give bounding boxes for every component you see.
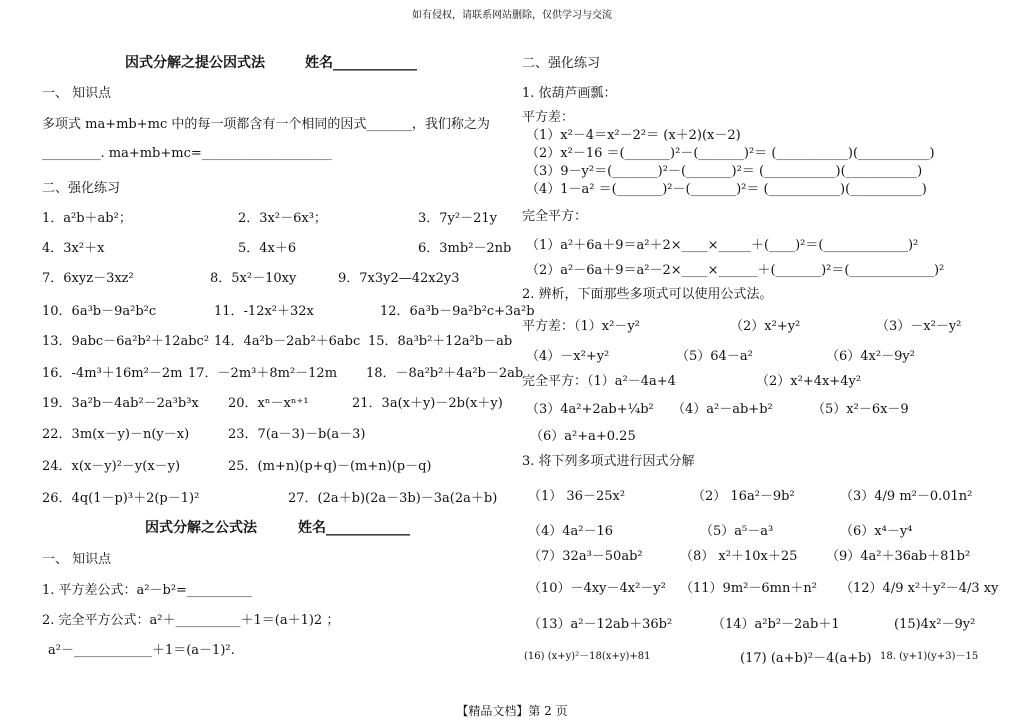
factor-item: (16) (x+y)²－18(x+y)+81 [524,651,651,662]
exercise-item: 9．7x3y2—42x2y3 [338,271,460,286]
ps-line-1: （1）a²＋6a＋9＝a²＋2×____×_____＋(____)²＝(_____________)² [526,238,919,253]
step1-heading: 1. 依葫芦画瓢： [522,86,617,101]
sq-diff-label: 平方差： [522,110,575,125]
exercise-item: 7．6xyz－3xz² [42,271,134,286]
factor-item: （2） 16a²－9b² [692,489,795,504]
exercise-item: 11．-12x²＋32x [214,304,314,319]
sq-line-2: （2）x²－16 ＝(_______)²－(_______)²＝ (___________)(___________) [526,146,935,161]
exercise-item: 17．－2m³＋8m²－12m [188,366,338,381]
exercise-item: 12．6a³b－9a²b²c+3a²b [380,304,535,319]
ps-item: （6）a²+a+0.25 [530,429,636,444]
exercise-item: 10．6a³b－9a²b²c [42,304,157,319]
exercise-item: 5．4x＋6 [238,241,297,256]
factor-item: 18. (y+1)(y+3)－15 [880,651,979,662]
knowledge-text: 多项式 ma+mb+mc 中的每一项都含有一个相同的因式_______，我们称之为 [42,117,490,132]
exercise-item: 24．x(x－y)²－y(x－y) [42,459,181,474]
exercise-item: 25．(m+n)(p+q)－(m+n)(p－q) [228,459,432,474]
top-note: 如有侵权，请联系网站删除，仅供学习与交流 [412,10,612,21]
factor-item: （9）4a²＋36ab＋81b² [826,549,971,564]
perfect-sq-label: 完全平方： [522,209,588,224]
factor-item: （13）a²－12ab＋36b² [528,617,673,632]
formula-diff-squares: 1. 平方差公式：a²－b²=__________ [42,583,252,598]
exercise-item: 27．(2a＋b)(2a－3b)－3a(2a＋b) [288,491,498,506]
formula-perfect-square-2: a²－____________＋1＝(a－1)². [48,643,235,658]
formula-perfect-square: 2. 完全平方公式：a²＋__________＋1＝(a＋1)2 ； [42,613,340,628]
exercise-item: 2．3x²－6x³； [238,211,327,226]
page-footer: 【精品文档】第 2 页 [456,704,568,718]
ps-item: （3）4a²+2ab+¼b² [526,402,654,417]
exercise-item: 14．4a²b－2ab²＋6abc [214,334,361,349]
factor-item: （3）4/9 m²－0.01n² [840,489,973,504]
exercise-item: 6．3mb²－2nb [418,241,512,256]
exercise-item: 4．3x²＋x [42,241,105,256]
exercise-item: 1．a²b＋ab²； [42,211,132,226]
factor-item: （6）x⁴－y⁴ [840,524,913,539]
section-title-formula: 因式分解之公式法 [145,520,257,536]
exercise-item: 8．5x²－10xy [210,271,297,286]
factor-item: （7）32a³－50ab² [528,549,643,564]
factor-item: （4）4a²－16 [528,524,614,539]
knowledge-blank: _________. ma+mb+mc=____________________ [42,146,332,161]
sq-line-1: （1）x²－4＝x²－2²＝ (x＋2)(x－2) [526,128,741,143]
diff-item: 平方差：（1）x²－y² [522,319,640,334]
exercise-item: 3．7y²－21y [418,211,497,226]
exercise-item: 19．3a²b－4ab²－2a³b³x [42,396,199,411]
diff-item: （2）x²+y² [730,319,801,334]
sq-line-4: （4）1－a² ＝(_______)²－(_______)²＝ (___________)(___________) [526,182,927,197]
exercise-item: 21．3a(x＋y)－2b(x＋y) [352,396,503,411]
factor-item: （12）4/9 x²＋y²－4/3 xy [840,581,999,596]
exercise-item: 15．8a³b²＋12a²b－ab [368,334,513,349]
exercise-item: 22．3m(x－y)－n(y－x) [42,427,190,442]
knowledge-heading: 一、 知识点 [42,86,112,101]
factor-item: （8） x²＋10x＋25 [680,549,798,564]
diff-item: （5）64－a² [676,349,753,364]
ps-item: （4）a²－ab+b² [672,402,773,417]
section-title-common-factor: 因式分解之提公因式法 [125,55,265,71]
factor-item: （14）a²b²－2ab＋1 [712,617,840,632]
exercise-item: 16．-4m³＋16m²－2m [42,366,183,381]
exercise-item: 20．xⁿ－xⁿ⁺¹ [228,396,309,411]
diff-item: （6）4x²－9y² [826,349,915,364]
ps-item: （2）x²+4x+4y² [756,374,862,389]
sq-line-3: （3）9－y²＝(_______)²－(_______)²＝ (___________)(___________) [526,164,923,179]
ps-item: 完全平方：（1）a²－4a+4 [522,374,676,389]
factor-item: （10）－4xy－4x²－y² [528,581,666,596]
exercise-item: 23．7(a－3)－b(a－3) [228,427,366,442]
name-label-2: 姓名____________ [298,520,410,536]
practice-heading: 二、强化练习 [42,181,121,196]
diff-item: （3）－x²－y² [876,319,962,334]
name-label: 姓名____________ [305,55,417,71]
knowledge-heading-2: 一、 知识点 [42,552,112,567]
factor-item: （5）a⁵－a³ [700,524,774,539]
exercise-item: 13．9abc－6a²b²＋12abc² [42,334,210,349]
exercise-item: 26．4q(1－p)³＋2(p－1)² [42,491,200,506]
factor-item: (15)4x²－9y² [894,617,976,632]
diff-item: （4）－x²+y² [526,349,610,364]
factor-item: (17) (a+b)²－4(a+b) [740,651,872,666]
step2-heading: 2. 辨析，下面那些多项式可以使用公式法。 [522,287,773,302]
step3-heading: 3. 将下列多项式进行因式分解 [522,454,695,469]
ps-item: （5）x²－6x－9 [812,402,909,417]
factor-item: （1） 36－25x² [528,489,626,504]
exercise-item: 18．－8a²b²＋4a²b－2ab [366,366,524,381]
ps-line-2: （2）a²－6a＋9＝a²－2×____×______＋(_______)²＝(_____________)² [526,263,945,278]
factor-item: （11）9m²－6mn＋n² [680,581,817,596]
practice-heading-right: 二、强化练习 [522,56,601,71]
